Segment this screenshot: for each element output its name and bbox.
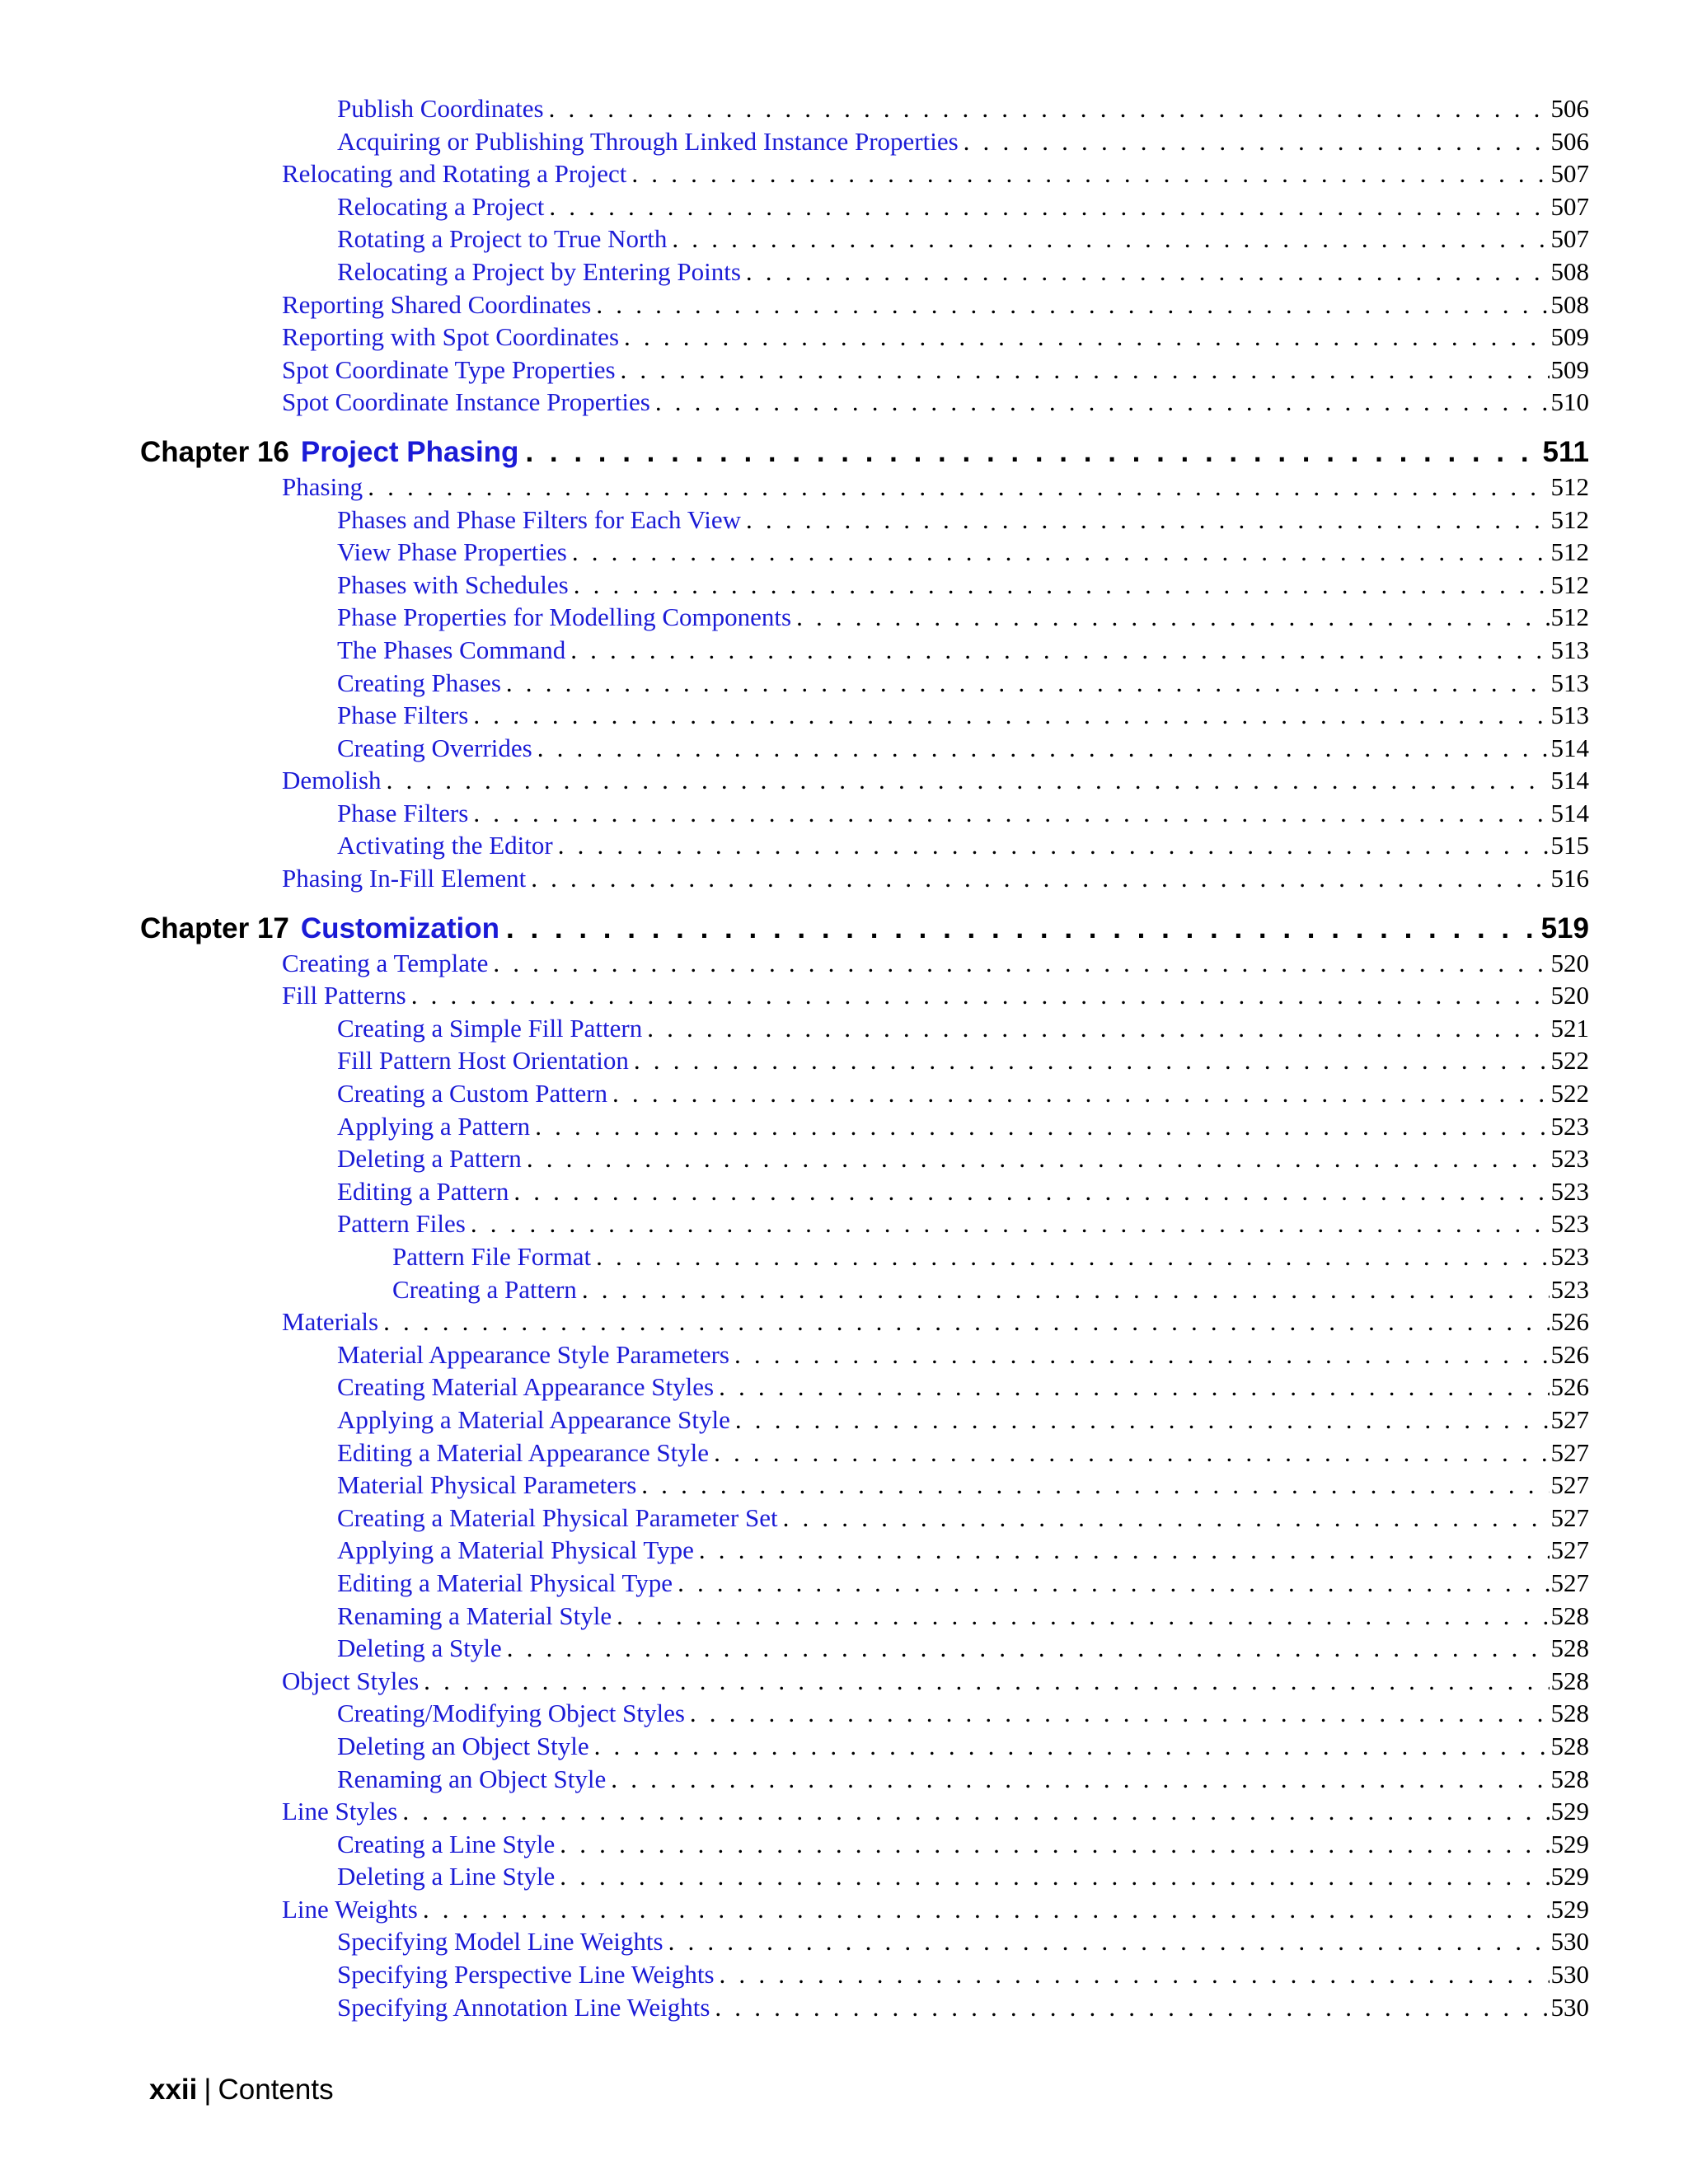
toc-entry-link[interactable]: Creating Material Appearance Styles [337,1372,715,1402]
toc-entry[interactable] [140,1273,1589,1306]
footer-page-number: xxii [149,2074,198,2106]
toc-entry[interactable] [140,1567,1589,1600]
toc-page-number: 522 [1550,1046,1589,1076]
toc-page-number: 523 [1550,1274,1589,1304]
dot-leader [606,1763,1549,1796]
toc-page-number: 513 [1550,635,1589,664]
toc-entry-link[interactable]: Spot Coordinate Type Properties [282,354,616,384]
chapter-title-link[interactable]: Project Phasing [300,435,519,468]
toc-entry[interactable] [140,1763,1589,1796]
toc-page-number: 529 [1550,1829,1589,1858]
toc-entry[interactable] [140,1828,1589,1861]
toc-entry-link[interactable]: Specifying Annotation Line Weights [337,1992,710,2022]
toc-entry-link[interactable]: Phases and Phase Filters for Each View [337,504,742,534]
toc-page-number: 528 [1550,1601,1589,1630]
toc-entry[interactable] [140,536,1589,569]
toc-entry-link[interactable]: Editing a Pattern [337,1176,509,1206]
dot-leader [418,1893,1550,1926]
dot-leader [530,1110,1549,1143]
toc-entry-link[interactable]: Specifying Perspective Line Weights [337,1960,715,1990]
toc-page-number: 506 [1550,94,1589,123]
toc-entry-link[interactable]: Applying a Pattern [337,1111,531,1141]
toc-entry-link[interactable]: Editing a Material Appearance Style [337,1437,710,1467]
toc-page-number: 527 [1550,1502,1589,1532]
toc-entry[interactable] [140,1795,1589,1828]
chapter-label: Chapter 16 [140,435,289,468]
dot-leader [710,1991,1549,2024]
toc-page-number: 523 [1550,1111,1589,1141]
toc-page-number: 520 [1550,981,1589,1010]
toc-entry[interactable] [140,471,1589,504]
dot-leader [729,1338,1550,1371]
toc-entry-link[interactable]: Applying a Material Physical Type [337,1535,694,1565]
toc-entry[interactable] [140,1632,1589,1665]
toc-page-number: 508 [1550,289,1589,319]
toc-page-number: 512 [1550,602,1589,632]
chapter-title-link[interactable]: Customization [300,912,500,944]
dot-leader [499,911,1538,947]
toc-entry-link[interactable]: Activating the Editor [337,831,553,860]
toc-entry[interactable] [140,829,1589,862]
toc-page-number: 521 [1550,1013,1589,1043]
toc-entry-link[interactable]: Phase Filters [337,701,469,730]
toc-entry[interactable] [140,504,1589,537]
toc-page-number: 522 [1550,1079,1589,1108]
toc-page-number: 530 [1550,1927,1589,1957]
toc-entry[interactable] [140,1600,1589,1633]
toc-entry[interactable] [140,1991,1589,2024]
toc-page-number: 527 [1550,1568,1589,1597]
toc-page-number: 512 [1550,569,1589,599]
dot-leader [382,764,1550,797]
dot-leader [577,1273,1550,1306]
toc-entry[interactable] [140,288,1589,321]
toc-entry[interactable] [140,223,1589,255]
toc-entry-link[interactable]: Deleting a Line Style [337,1862,556,1891]
toc-page-number: 526 [1550,1372,1589,1402]
dot-leader [553,829,1550,862]
toc-entry-link[interactable]: Creating a Pattern [392,1274,577,1304]
toc-entry[interactable] [140,125,1589,158]
dot-leader [694,1534,1550,1567]
toc-entry[interactable] [140,157,1589,190]
toc-entry-link[interactable]: Creating Overrides [337,733,532,762]
toc-entry-link[interactable]: Creating a Template [282,948,489,977]
toc-entry-link[interactable]: Applying a Material Appearance Style [337,1404,730,1434]
toc-entry[interactable] [140,1893,1589,1926]
toc-entry[interactable] [140,979,1589,1012]
dot-leader [667,223,1549,255]
chapter-page-number: 519 [1540,912,1589,944]
dot-leader [741,255,1550,288]
toc-page-number: 512 [1550,471,1589,501]
toc-entry-link[interactable]: Phase Filters [337,798,469,827]
dot-leader [468,699,1549,732]
toc-entry-link[interactable]: The Phases Command [337,635,566,664]
toc-entry[interactable] [140,797,1589,830]
toc-page-number: 527 [1550,1535,1589,1565]
toc-entry-link[interactable]: Line Weights [282,1894,418,1924]
dot-leader [502,1632,1550,1665]
toc-entry-link[interactable]: Phasing In-Fill Element [282,864,527,893]
toc-entry[interactable] [140,92,1589,125]
toc-entry-link[interactable]: Relocating a Project [337,191,545,221]
toc-page-number: 523 [1550,1242,1589,1271]
toc-page-number: 527 [1550,1437,1589,1467]
page-footer [149,2074,334,2107]
toc-entry-link[interactable]: Line Styles [282,1797,398,1826]
toc-page-number: 507 [1550,191,1589,221]
footer-section-title: Contents [218,2074,334,2106]
dot-leader [591,288,1549,321]
toc-page-number: 528 [1550,1666,1589,1695]
toc-entry[interactable] [140,1665,1589,1698]
chapter-page-number: 511 [1542,435,1589,468]
toc-entry-link[interactable]: Renaming a Material Style [337,1601,612,1630]
toc-page-number: 528 [1550,1633,1589,1663]
toc-page-number: 509 [1550,322,1589,352]
dot-leader [567,536,1550,569]
toc-entry[interactable] [140,1110,1589,1143]
toc-entry-link[interactable]: Renaming an Object Style [337,1764,607,1793]
toc-page-number: 514 [1550,798,1589,827]
toc-page-number: 514 [1550,766,1589,795]
toc-entry-link[interactable]: Creating Phases [337,668,501,697]
toc-page-number: 507 [1550,159,1589,189]
toc-entry[interactable] [140,1012,1589,1045]
toc-page-number: 530 [1550,1992,1589,2022]
toc-entry-link[interactable]: Demolish [282,766,382,795]
toc-entry-link[interactable]: Fill Pattern Host Orientation [337,1046,629,1076]
dot-leader [488,947,1549,980]
dot-leader [518,434,1539,471]
toc-entry[interactable] [140,1534,1589,1567]
toc-entry-link[interactable]: Spot Coordinate Instance Properties [282,387,650,417]
toc-page-number: 512 [1550,504,1589,534]
toc-page-number: 508 [1550,256,1589,286]
toc-entry[interactable] [140,1077,1589,1110]
toc-page-number: 515 [1550,831,1589,860]
toc-page-number: 523 [1550,1209,1589,1239]
dot-leader [663,1925,1550,1958]
dot-leader [730,1404,1550,1436]
toc-entry-link[interactable]: Specifying Model Line Weights [337,1927,663,1957]
toc-page-number: 520 [1550,948,1589,977]
toc-entry-link[interactable]: Creating/Modifying Object Styles [337,1699,685,1728]
dot-leader [363,471,1549,504]
dot-leader [741,504,1549,537]
dot-leader [642,1012,1549,1045]
toc-entry-link[interactable]: Creating a Material Physical Parameter Set [337,1502,778,1532]
toc-entry[interactable] [140,667,1589,700]
dot-leader [569,569,1550,602]
toc-entry[interactable] [140,1305,1589,1338]
toc-entry-link[interactable]: Acquiring or Publishing Through Linked Instance Properties [337,126,959,156]
toc-entry[interactable] [140,947,1589,980]
toc-entry[interactable] [140,354,1589,387]
toc-entry-link[interactable]: Deleting a Pattern [337,1144,522,1174]
toc-entry[interactable] [140,1958,1589,1991]
dot-leader [591,1240,1549,1273]
toc-entry[interactable] [140,634,1589,667]
toc-page-number: 507 [1550,224,1589,254]
toc-entry[interactable] [140,764,1589,797]
dot-leader [532,732,1550,765]
toc-page-number: 529 [1550,1797,1589,1826]
toc-page-number: 516 [1550,864,1589,893]
toc-entry[interactable] [140,1044,1589,1077]
toc-page-number: 529 [1550,1894,1589,1924]
toc-page-number: 514 [1550,733,1589,762]
toc-entry-link[interactable]: Creating a Simple Fill Pattern [337,1013,643,1043]
toc-entry-link[interactable]: Publish Coordinates [337,94,544,123]
toc-entry-link[interactable]: Materials [282,1307,379,1337]
dot-leader [378,1305,1549,1338]
toc-entry-link[interactable]: Creating a Line Style [337,1829,556,1858]
toc-entry-link[interactable]: Reporting Shared Coordinates [282,289,592,319]
toc-page-number: 528 [1550,1764,1589,1793]
toc-entry-link[interactable]: Reporting with Spot Coordinates [282,322,620,352]
dot-leader [419,1665,1549,1698]
dot-leader [650,386,1550,419]
toc-entry-link[interactable]: Object Styles [282,1666,420,1695]
dot-leader [626,157,1549,190]
dot-leader [791,601,1549,634]
dot-leader [616,354,1550,387]
toc-entry[interactable] [140,1404,1589,1436]
dot-leader [685,1697,1550,1730]
toc-entry-link[interactable]: Phases with Schedules [337,569,569,599]
toc-entry-link[interactable]: Rotating a Project to True North [337,224,668,254]
toc-entry-link[interactable]: View Phase Properties [337,537,567,567]
footer-separator: | [204,2074,212,2106]
toc-page-number: 526 [1550,1307,1589,1337]
toc-entry-link[interactable]: Editing a Material Physical Type [337,1568,673,1597]
dot-leader [526,862,1549,895]
toc-entry[interactable] [140,255,1589,288]
toc-entry[interactable] [140,1469,1589,1502]
toc-entry[interactable] [140,1436,1589,1469]
toc-page-number: 523 [1550,1144,1589,1174]
toc-page-number: 510 [1550,387,1589,417]
toc-entry[interactable] [140,732,1589,765]
dot-leader [959,125,1550,158]
toc-page-number: 527 [1550,1470,1589,1500]
toc-entry-link[interactable]: Relocating a Project by Entering Points [337,256,741,286]
dot-leader [565,634,1549,667]
toc-entry-link[interactable]: Fill Patterns [282,981,406,1010]
toc-entry-link[interactable]: Pattern Files [337,1209,466,1239]
toc-chapter-heading[interactable] [140,911,1589,947]
toc-page-number: 513 [1550,668,1589,697]
toc-entry-link[interactable]: Material Physical Parameters [337,1470,637,1500]
dot-leader [544,92,1550,125]
toc-page-number: 529 [1550,1862,1589,1891]
toc-entry[interactable] [140,862,1589,895]
dot-leader [709,1436,1549,1469]
dot-leader [509,1175,1549,1208]
dot-leader [636,1469,1549,1502]
toc-entry-link[interactable]: Deleting an Object Style [337,1731,589,1760]
toc-entry-link[interactable]: Material Appearance Style Parameters [337,1339,729,1369]
dot-leader [607,1077,1549,1110]
toc-entry-link[interactable]: Phase Properties for Modelling Components [337,602,792,632]
toc-page-number: 513 [1550,701,1589,730]
dot-leader [589,1730,1550,1763]
dot-leader [544,190,1549,223]
toc-entry[interactable] [140,1502,1589,1535]
toc-entry[interactable] [140,601,1589,634]
dot-leader [468,797,1549,830]
toc-page-number: 523 [1550,1176,1589,1206]
toc-entry[interactable] [140,1730,1589,1763]
toc-entry-link[interactable]: Pattern File Format [392,1242,592,1271]
toc-entry[interactable] [140,1860,1589,1893]
toc-entry[interactable] [140,1697,1589,1730]
dot-leader [555,1828,1549,1861]
dot-leader [619,321,1549,354]
toc-entry[interactable] [140,1925,1589,1958]
toc-entry[interactable] [140,1175,1589,1208]
toc-entry[interactable] [140,1240,1589,1273]
dot-leader [501,667,1550,700]
toc-entry[interactable] [140,321,1589,354]
toc-page-number: 528 [1550,1699,1589,1728]
toc-page-number: 509 [1550,354,1589,384]
dot-leader [555,1860,1549,1893]
dot-leader [715,1958,1550,1991]
dot-leader [629,1044,1550,1077]
toc-entry-link[interactable]: Phasing [282,471,363,501]
toc-page-number: 530 [1550,1960,1589,1990]
toc-page-number: 526 [1550,1339,1589,1369]
toc-chapter-heading[interactable] [140,434,1589,471]
chapter-label: Chapter 17 [140,912,289,944]
toc-entry[interactable] [140,1371,1589,1404]
dot-leader [397,1795,1549,1828]
toc-entry[interactable] [140,190,1589,223]
toc-entry[interactable] [140,699,1589,732]
toc-entry[interactable] [140,569,1589,602]
dot-leader [406,979,1550,1012]
toc-entry[interactable] [140,386,1589,419]
toc-entry-link[interactable]: Creating a Custom Pattern [337,1079,608,1108]
toc-page-number: 528 [1550,1731,1589,1760]
dot-leader [522,1142,1550,1175]
toc-entry-link[interactable]: Relocating and Rotating a Project [282,159,627,189]
toc-page-number: 527 [1550,1404,1589,1434]
toc-entry-link[interactable]: Deleting a Style [337,1633,502,1663]
dot-leader [673,1567,1549,1600]
table-of-contents [140,92,1589,2023]
toc-entry[interactable] [140,1338,1589,1371]
dot-leader [778,1502,1550,1535]
dot-leader [714,1371,1549,1404]
toc-page-number: 506 [1550,126,1589,156]
toc-entry[interactable] [140,1207,1589,1240]
dot-leader [612,1600,1549,1633]
dot-leader [466,1207,1550,1240]
toc-entry[interactable] [140,1142,1589,1175]
toc-page-number: 512 [1550,537,1589,567]
